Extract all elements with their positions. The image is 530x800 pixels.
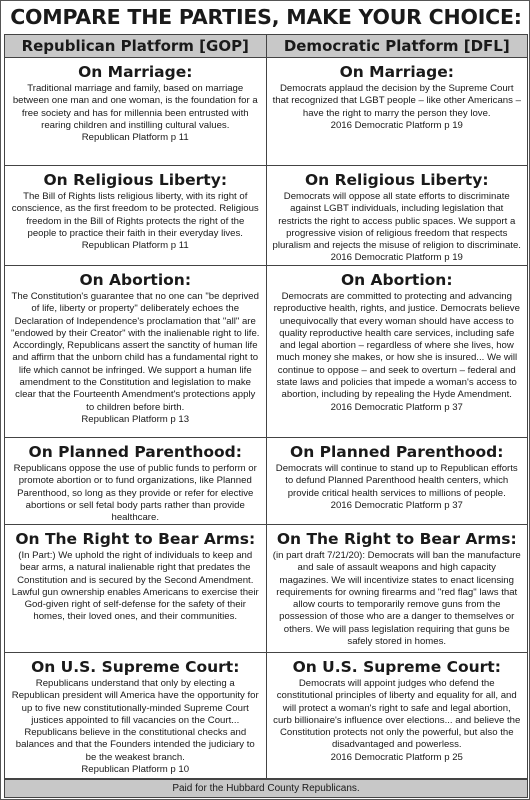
dfl-abortion-cell [267,266,529,438]
dfl-planned-parenthood-cell [267,438,529,525]
page-title: COMPARE THE PARTIES, MAKE YOUR CHOICE: [10,5,522,29]
row-abortion [4,266,528,438]
gop-abortion-cell [4,266,267,438]
cell-heading: On Marriage: [339,63,454,81]
gop-bear-arms-cell [4,525,267,653]
dfl-bear-arms-cell [267,525,529,653]
cell-citation: Republican Platform p 11 [81,132,189,144]
cell-body: Democrats applaud the decision by the Supreme Court that recognized that LGBT people – like other Americans – have the right to marry the person they love. [272,83,521,119]
gop-supreme-court-cell [4,653,267,779]
cell-citation: 2016 Democratic Platform p 37 [330,401,463,413]
dfl-marriage-cell [267,58,529,166]
gop-marriage-cell [4,58,267,166]
gop-religious-liberty-cell [4,166,267,266]
cell-heading: On U.S. Supreme Court: [31,658,240,676]
dfl-supreme-court-cell [267,653,529,779]
cell-citation: Republican Platform p 13 [81,413,190,425]
cell-heading: On Religious Liberty: [304,171,489,189]
cell-body: Democrats are committed to protecting and advancing reproductive health, rights, and justice. Democrats believe unequivocally that every woman should have access to quality reproductive health care services, including safe and legal abortion – regardless of where she lives, how much money she makes, or how she is insured... We will continue to oppose – and seek to overturn – federal and state laws and policies that impede a woman's access to abortion, including by repealing the Hyde Amendment. [273,291,520,401]
row-right-to-bear-arms [4,525,528,653]
comparison-table [4,34,528,779]
cell-heading: On Religious Liberty: [43,171,228,189]
cell-body: The Bill of Rights lists religious liberty, with its right of conscience, as the first freedom to be protected. Religious freedom in the Bill of Rights protects the right of the people to practice their faith in their everyday lives. [11,191,259,239]
column-header-row [4,34,528,58]
cell-heading: On Marriage: [78,63,193,81]
cell-heading: On Abortion: [340,271,453,289]
column-header-dfl: Democratic Platform [DFL] [267,34,529,58]
row-religious-liberty [4,166,528,266]
cell-citation: 2016 Democratic Platform p 19 [330,252,463,264]
cell-heading: On Planned Parenthood: [28,443,242,461]
cell-heading: On The Right to Bear Arms: [276,530,517,548]
column-header-gop: Republican Platform [GOP] [4,34,267,58]
cell-body: (In Part:) We uphold the right of individuals to keep and bear arms, a natural inalienable right that predates the Constitution and is secured by the Second Amendment. Lawful gun ownership enables Americans to exercise their God-given right of self-defense for the safety of their homes, their loved ones, and their communities. [11,550,259,623]
row-supreme-court [4,653,528,779]
cell-heading: On Abortion: [79,271,192,289]
cell-citation: 2016 Democratic Platform p 37 [330,499,463,511]
cell-citation: Republican Platform p 11 [81,240,189,252]
dfl-religious-liberty-cell [267,166,529,266]
cell-citation: 2016 Democratic Platform p 19 [330,119,463,131]
paid-for-footer: Paid for the Hubbard County Republicans. [4,779,528,798]
cell-body: Democrats will appoint judges who defend the constitutional principles of liberty and equality for all, and will protect a woman's right to safe and legal abortion, curb billionaire's influence over elections... and believe the Constitution protects not only the powerful, but also the disadvantaged and powerless. [273,678,521,751]
cell-body: Democrats will continue to stand up to Republican efforts to defund Planned Parenthood health centers, which provide critical health services to millions of people. [275,463,518,499]
row-planned-parenthood [4,438,528,525]
cell-body: Republicans oppose the use of public funds to perform or promote abortion or to fund organizations, like Planned Parenthood, so long as they provide or refer for elective abortions or sell fetal body parts rather than provide healthcare. [13,463,257,524]
cell-body: The Constitution's guarantee that no one can "be deprived of life, liberty or property" deliberately echoes the Declaration of Independence's proclamation that "all" are "endowed by their Creator" with the inalienable right to life. Accordingly, Republicans assert the sanctity of human life and affirm that the unborn child has a fundamental right to life which cannot be infringed. We support a human life amendment to the Constitution and legislation to make clear that the Fourteenth Amendment's protections apply to children before birth. [11,291,260,413]
cell-body: (in part draft 7/21/20): Democrats will ban the manufacture and sale of assault weapons and high capacity magazines. We will incentivize states to enact licensing requirements for owning firearms and "red flag" laws that allow courts to temporarily remove guns from the possession of those who are a danger to themselves or others. We will pass legislation requiring that guns be safely stored in homes. [272,550,521,648]
cell-body: Traditional marriage and family, based on marriage between one man and one woman, is the foundation for a free society and has for millennia been entrusted with rearing children and instilling cultural values. [12,83,258,131]
cell-body: Democrats will oppose all state efforts to discriminate against LGBT individuals, including legislation that restricts the right to access public spaces. We support a progressive vision of religious freedom that respects pluralism and rejects the misuse of religion to discriminate. [272,191,521,252]
cell-body: Republicans understand that only by electing a Republican president will America have the opportunity for up to five new constitutionally-minded Supreme Court justices appointed to fill vacancies on the Court... Republicans believe in the constitutional checks and balances and that the Founders intended the judiciary to be the weakest branch. [11,678,259,763]
cell-citation: 2016 Democratic Platform p 25 [330,751,463,763]
row-marriage [4,58,528,166]
cell-citation: Republican Platform p 10 [81,764,190,776]
cell-heading: On Planned Parenthood: [290,443,504,461]
cell-heading: On U.S. Supreme Court: [292,658,501,676]
cell-heading: On The Right to Bear Arms: [15,530,256,548]
gop-planned-parenthood-cell [4,438,267,525]
